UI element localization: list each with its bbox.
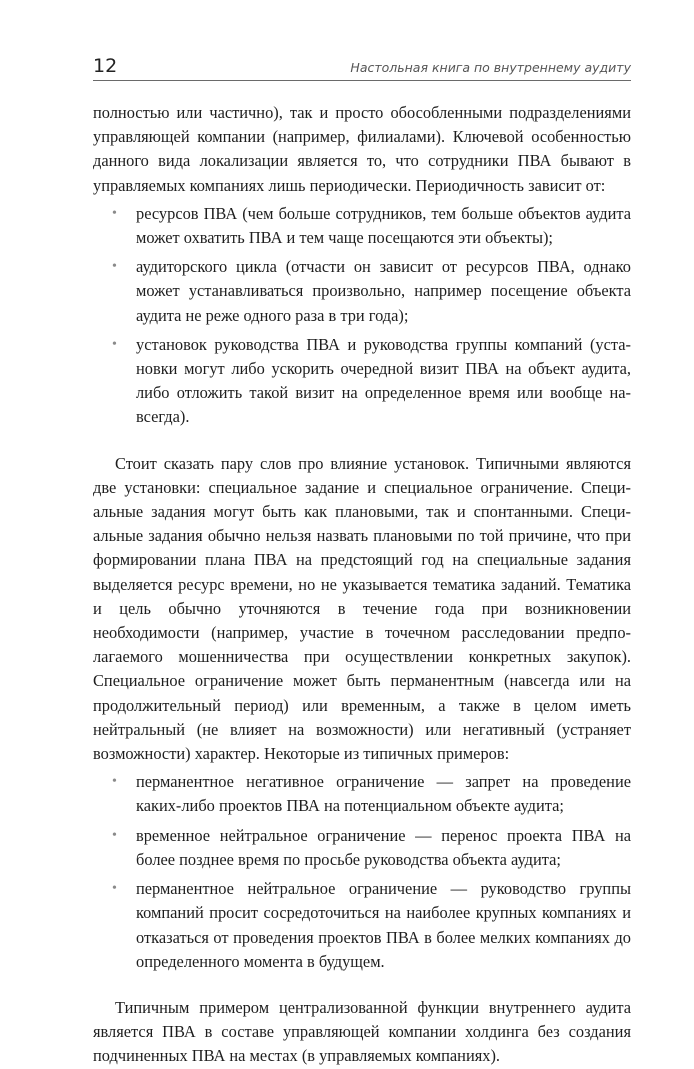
restriction-examples-list [93,770,631,974]
book-title: Настольная книга по внутреннему аудиту [350,60,631,75]
paragraph-3: Типичным примером централизованной функции внутреннего аудита является ПВА в составе управляющей компании холдинга без создания подчиненных ПВА на местах (в управляемых компаниях). [93,997,631,1066]
list-item: • ресурсов ПВА (чем больше сотрудников, тем больше объектов аудита может охватить ПВА и тем чаще посещаются эти объекты); [112,203,631,248]
list-item: • перманентное нейтральное ограничение — руководство группы компаний просит сосредоточиться на наиболее крупных компаниях и отказаться от проведения проектов ПВА в более мелких компаниях до определенного момента в будущем. [112,879,631,971]
list-item: • установок руководства ПВА и руководства группы компаний (установки могут либо ускорить очередной визит ПВА на объект аудита, либо отложить такой визит на определенное время или вообще навсегда). [112,334,631,427]
bullet-icon: • [112,881,117,897]
bullet-icon: • [112,336,117,352]
list-item: • аудиторского цикла (отчасти он зависит от ресурсов ПВА, однако может устанавливаться произвольно, например посещение объекта аудита не реже одного раза в три года); [112,257,631,325]
bullet-icon: • [112,774,117,790]
body-text [93,101,631,1069]
running-header [93,52,631,81]
bullet-icon: • [112,827,117,843]
book-page [93,52,631,1069]
paragraph-1: полностью или частично), так и просто обособленными подразделениями управляющей компании (например, филиалами). Ключевой особенностью данного вида локализации является то, что сотрудники ПВА бывают в управляемых компаниях лишь периодически. Периодичность зависит от: [93,103,631,195]
bullet-icon: • [112,205,117,221]
list-item: • перманентное негативное ограничение — запрет на проведение каких-либо проектов ПВА на потенциальном объекте аудита; [112,772,631,816]
page-number: 12 [93,55,118,77]
paragraph-2: Стоит сказать пару слов про влияние установок. Типичными являются две установки: специальное задание и специальное ограничение. Специальные задания могут быть как плановыми, так и спонтанными. Специальные задания обычно нельзя назвать плановыми по той причине, что при формировании плана ПВА на предстоящий год на специальные задания выделяется ресурс времени, но не указывается тематика заданий. Тематика и цель обычно уточняются в течение года при возникновении необходимости (например, участие в точечном расследовании предполагаемого мошенничества при осуществлении конкретных закупок). Специальное ограничение может быть перманентным (навсегда или на продолжительный период) или временным, а также в целом иметь нейтральный (не влияет на возможности) или негативный (устраняет возможности) характер. Некоторые из типичных примеров: [93,453,631,764]
periodicity-list [93,202,631,430]
list-item: • временное нейтральное ограничение — перенос проекта ПВА на более позднее время по просьбе руководства объекта аудита; [112,825,631,869]
bullet-icon: • [112,259,117,275]
